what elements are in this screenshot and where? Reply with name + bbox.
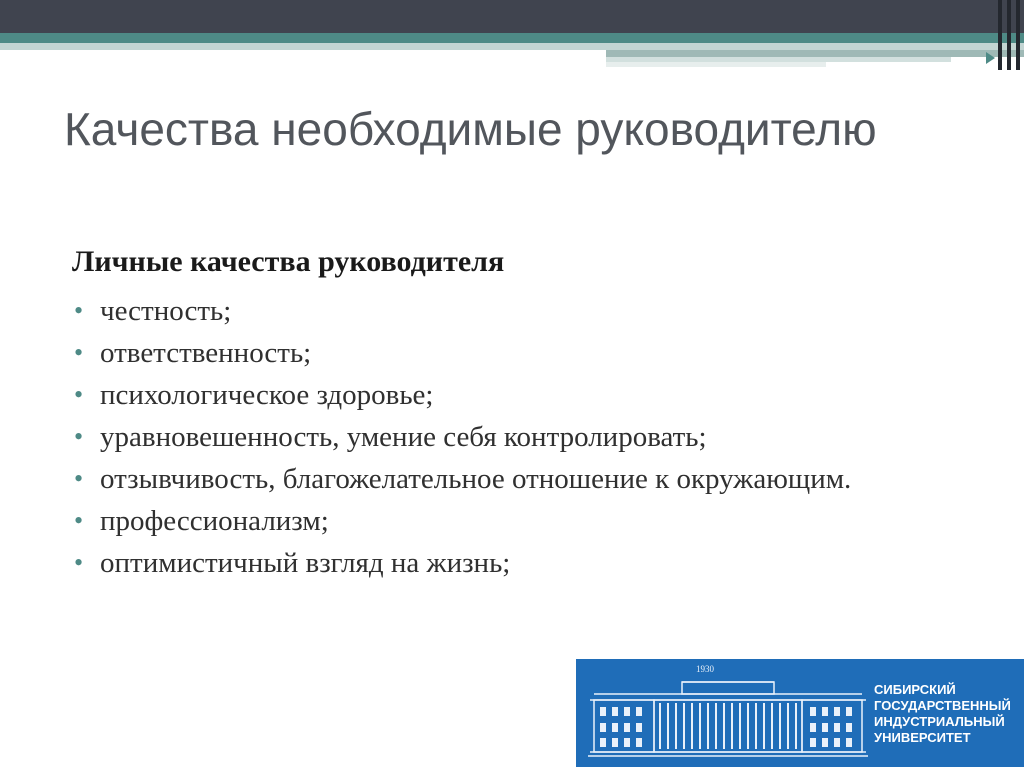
bullet-icon: • (74, 380, 84, 409)
list-item-text: оптимистичный взгляд на жизнь; (100, 547, 511, 579)
bullet-icon: • (74, 338, 84, 367)
list-item-text: честность; (100, 295, 232, 327)
list-item (72, 290, 932, 332)
list-item-text: психологическое здоровье; (100, 379, 434, 411)
header-teal-band (0, 33, 1024, 43)
bullet-icon: • (74, 422, 84, 451)
logo-name (874, 682, 1020, 746)
logo-name-line: СИБИРСКИЙ (874, 682, 956, 697)
triangle-arrow-icon (986, 52, 995, 64)
list-item-text: профессионализм; (100, 505, 329, 537)
slide-title: Качества необходимые руководителю (64, 103, 877, 155)
bullet-icon: • (74, 296, 84, 325)
logo-name-line: ИНДУСТРИАЛЬНЫЙ (874, 714, 1005, 729)
list-item-text: ответственность; (100, 337, 312, 369)
logo-year: 1930 (696, 664, 714, 674)
university-building-icon (588, 669, 868, 761)
bullet-icon: • (74, 464, 84, 493)
bullet-icon: • (74, 506, 84, 535)
bullet-icon: • (74, 548, 84, 577)
header-dark-band (0, 0, 1024, 33)
university-logo (576, 659, 1024, 767)
list-item (72, 458, 932, 500)
list-item (72, 542, 932, 584)
list-item-text: уравновешенность, умение себя контролировать; (100, 421, 707, 453)
header-accent-stripe (606, 62, 826, 67)
header-accent-stripe (606, 50, 1024, 57)
list-item-text: отзывчивость, благожелательное отношение к окружающим. (100, 463, 852, 495)
logo-name-line: УНИВЕРСИТЕТ (874, 730, 971, 745)
list-item (72, 416, 932, 458)
header-edge-bar (1016, 0, 1020, 70)
qualities-list (72, 290, 932, 584)
header-edge-bar (1007, 0, 1011, 70)
list-item (72, 374, 932, 416)
list-item (72, 332, 932, 374)
list-item (72, 500, 932, 542)
slide-subtitle: Личные качества руководителя (72, 245, 505, 278)
header-edge-bar (998, 0, 1002, 70)
header-light-band (0, 43, 1024, 50)
logo-name-line: ГОСУДАРСТВЕННЫЙ (874, 698, 1011, 713)
